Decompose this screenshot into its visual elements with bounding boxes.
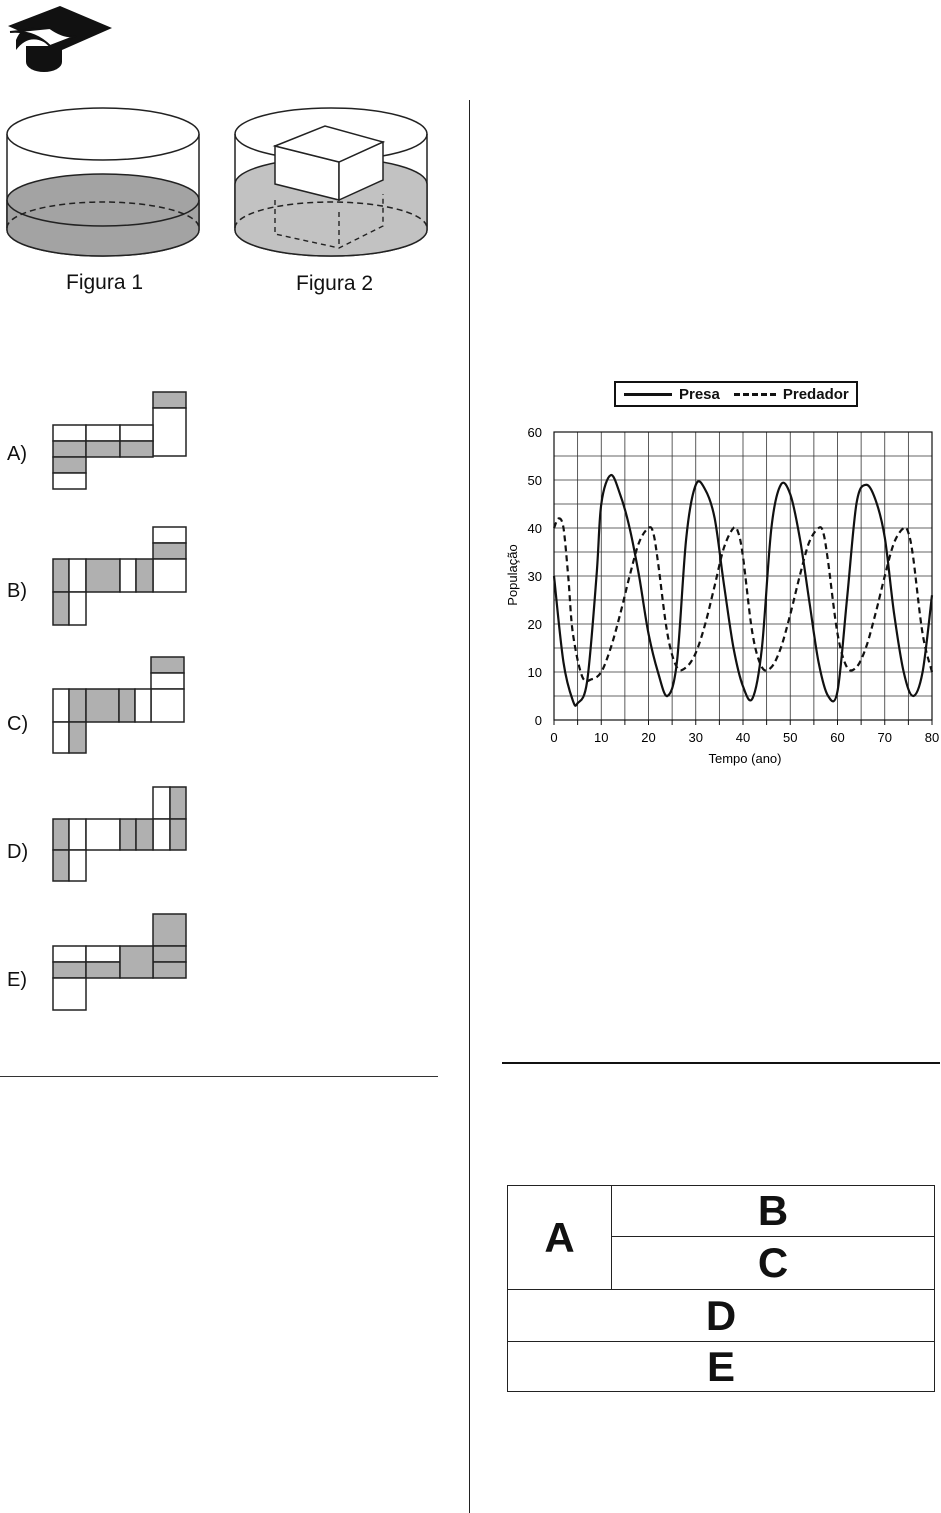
population-chart: [500, 420, 940, 770]
y-tick-label: 10: [527, 665, 542, 680]
option-b-label: B): [7, 580, 27, 602]
chart-tick-labels: [528, 425, 940, 745]
option-b-net: [52, 526, 188, 626]
x-axis-label: Tempo (ano): [708, 751, 782, 766]
figure-2-label: Figura 2: [296, 272, 374, 295]
option-c-net: [52, 656, 188, 756]
option-c-label: C): [7, 713, 29, 735]
option-d-net: [52, 786, 188, 886]
legend-dashed-line-icon: [734, 393, 776, 396]
y-tick-label: 50: [527, 473, 542, 488]
x-tick-label: 40: [735, 730, 751, 745]
region-a: A: [508, 1186, 612, 1289]
column-divider: [469, 100, 470, 1513]
legend-prey-label: Presa: [679, 385, 720, 403]
y-tick-label: 30: [527, 569, 542, 584]
y-axis-label: População: [505, 544, 520, 606]
option-a-net: [52, 391, 188, 491]
option-e-label: E): [7, 969, 27, 991]
y-tick-label: 40: [527, 521, 542, 536]
x-tick-label: 10: [594, 730, 609, 745]
x-tick-label: 60: [830, 730, 845, 745]
x-tick-label: 0: [550, 730, 558, 745]
section-rule-left: [0, 1076, 438, 1077]
graduation-cap-logo-icon: [4, 2, 114, 74]
figure-1-label: Figura 1: [66, 271, 144, 294]
x-tick-label: 50: [783, 730, 798, 745]
y-tick-label: 20: [527, 617, 542, 632]
option-d-label: D): [7, 841, 29, 863]
region-d: D: [508, 1289, 934, 1341]
chart-legend: [614, 381, 858, 407]
abcde-diagram: [507, 1185, 935, 1392]
region-c: C: [757, 1239, 789, 1286]
legend-solid-line-icon: [624, 393, 672, 396]
x-tick-label: 20: [641, 730, 656, 745]
section-rule-right: [502, 1062, 940, 1064]
legend-predator-label: Predador: [782, 385, 849, 403]
y-tick-label: 0: [534, 713, 542, 728]
figure-1-cylinder: [5, 104, 201, 260]
x-tick-label: 70: [877, 730, 892, 745]
option-a-label: A): [7, 443, 27, 465]
y-tick-label: 60: [527, 425, 542, 440]
region-b: B: [612, 1186, 934, 1237]
figure-2-cylinder-with-cube: [233, 104, 429, 260]
option-e-net: [52, 913, 188, 1013]
x-tick-label: 80: [924, 730, 940, 745]
region-e: E: [508, 1341, 934, 1391]
x-tick-label: 30: [688, 730, 703, 745]
